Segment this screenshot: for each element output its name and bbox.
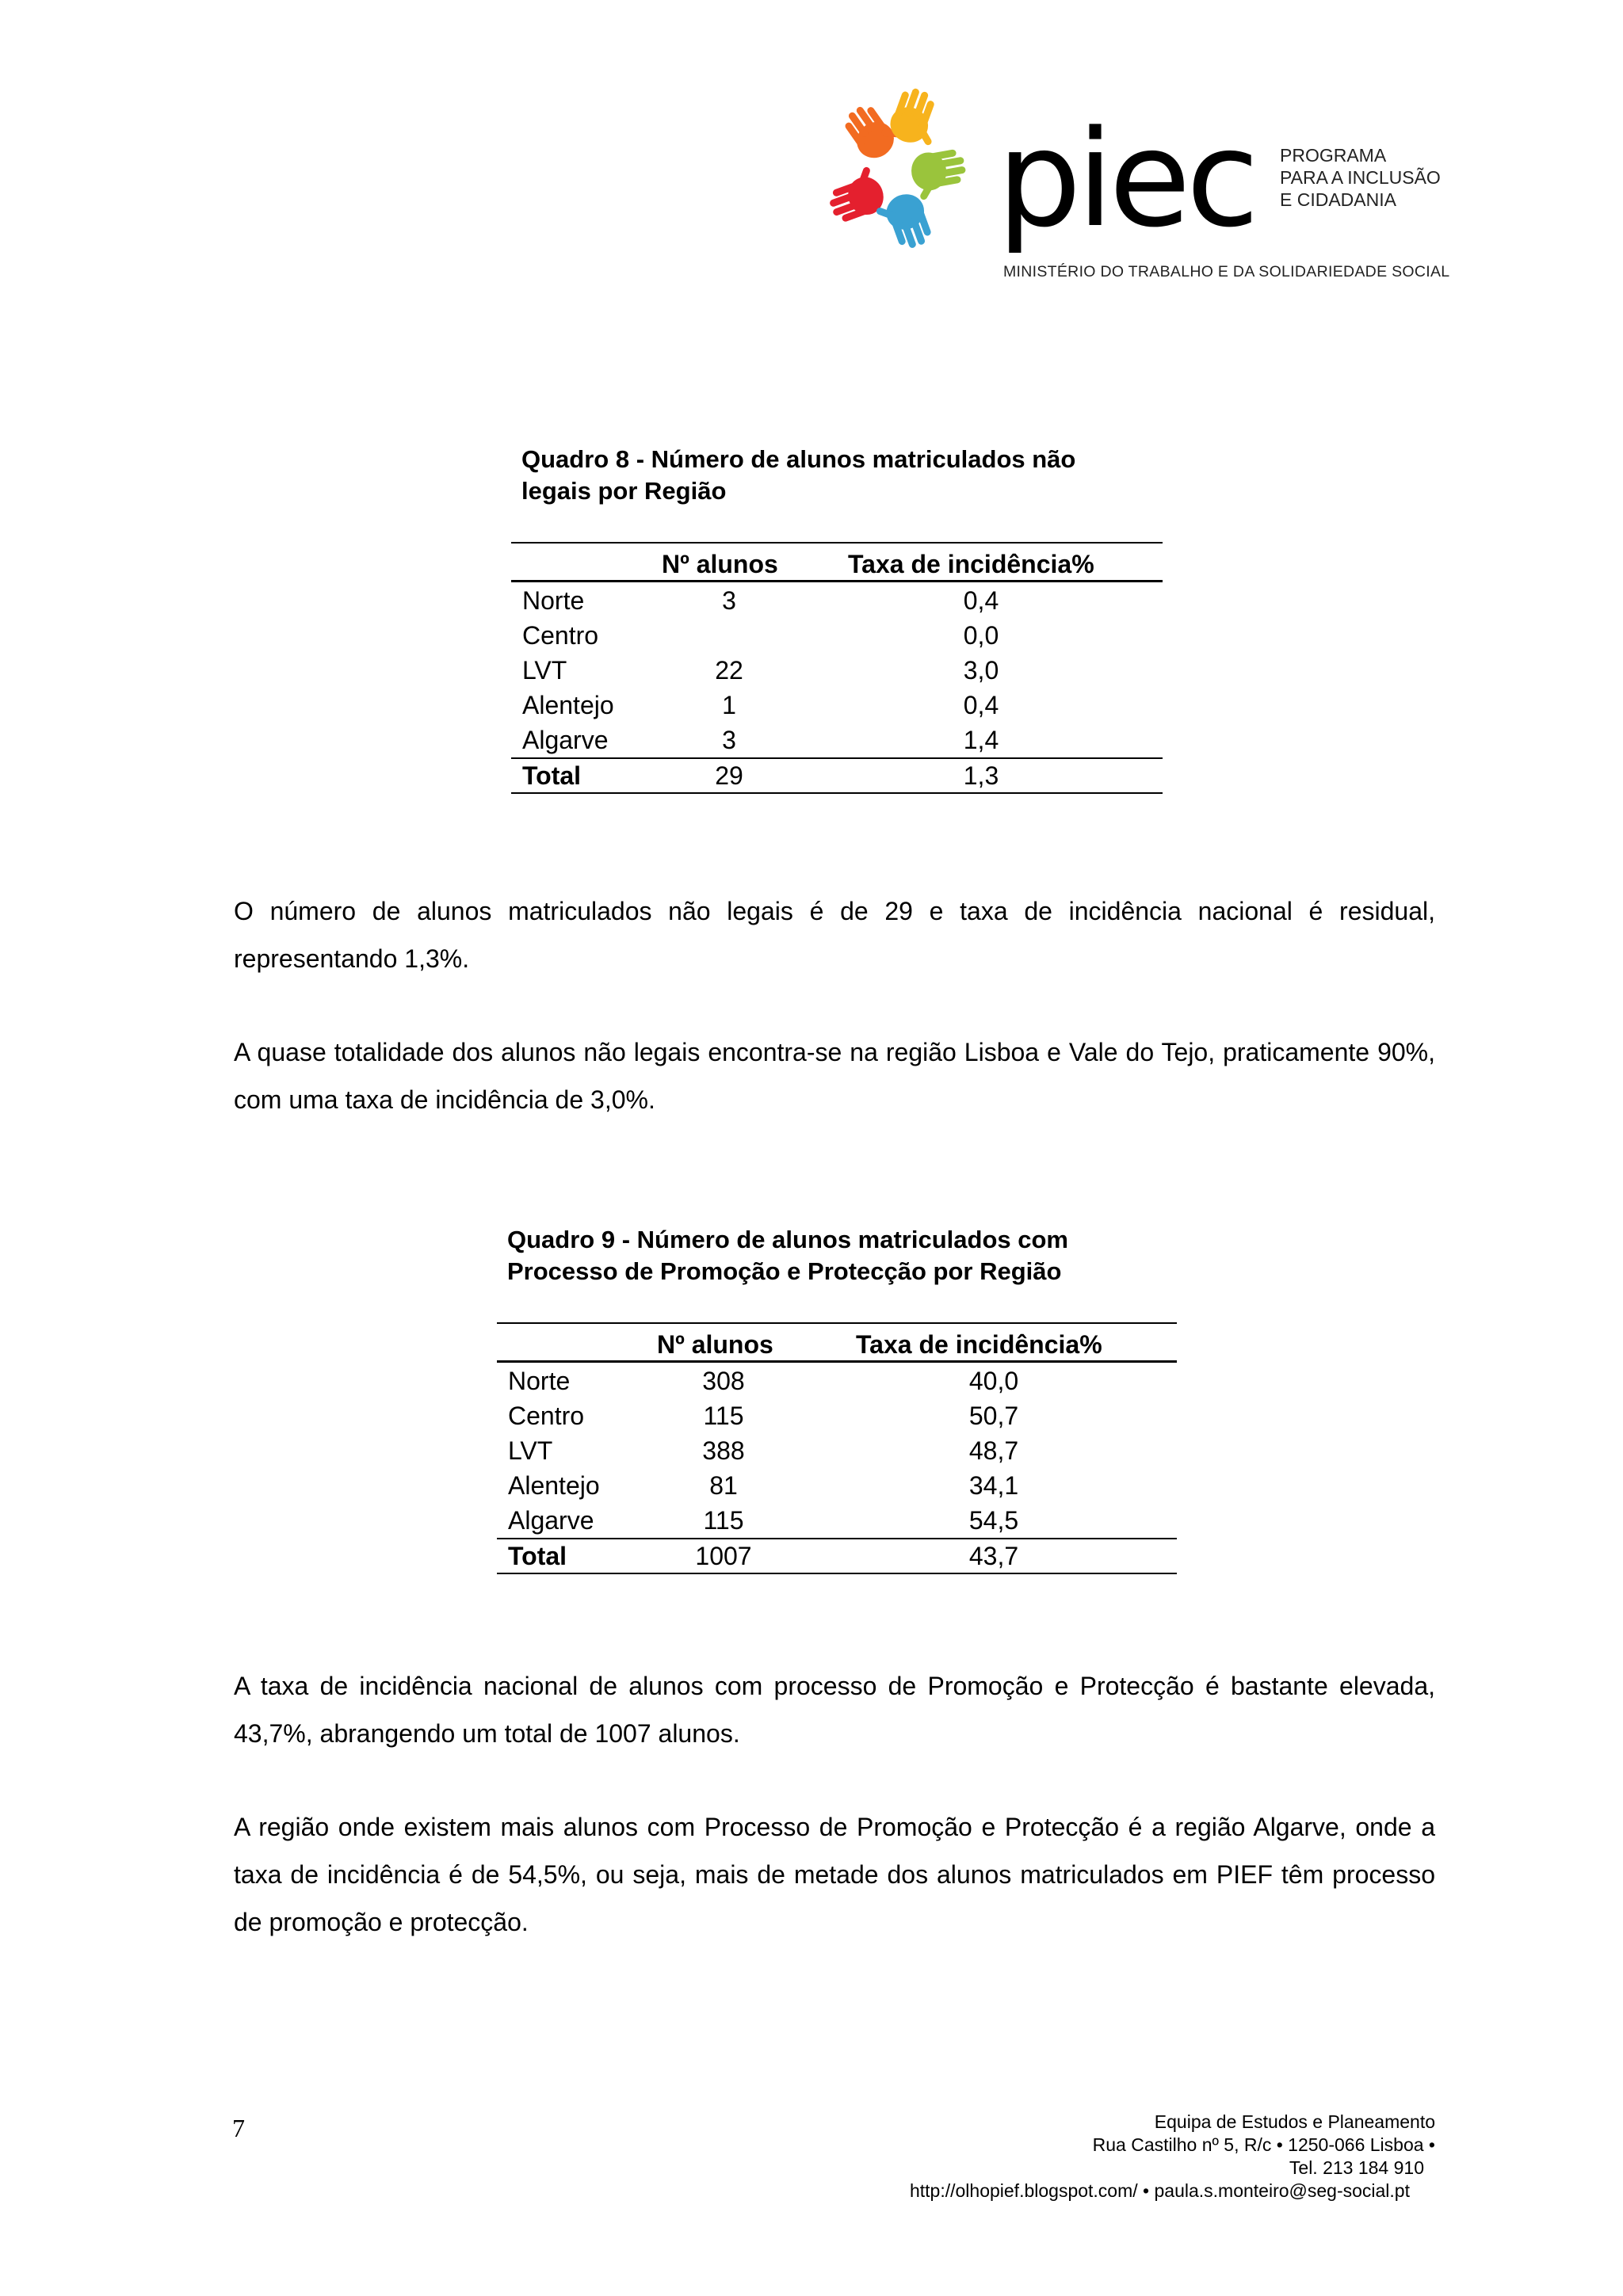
- table-total-row: Total 29 1,3: [522, 761, 999, 790]
- table9-header-rule: [497, 1360, 1177, 1363]
- page-number: 7: [232, 2114, 245, 2142]
- footer-links[interactable]: http://olhopief.blogspot.com/ • paula.s.monteiro@seg-social.pt: [909, 2180, 1410, 2201]
- table8-caption: Quadro 8 - Número de alunos matriculados não legais por Região: [521, 445, 1076, 505]
- table-row: LVT 388 48,7: [508, 1436, 1019, 1465]
- table9: [497, 1322, 1177, 1571]
- hand-shape: [908, 147, 969, 203]
- piec-logo: [816, 79, 1450, 285]
- table8-bottom-rule: [511, 792, 1163, 794]
- table8: [511, 542, 1163, 791]
- table-row: Norte 308 40,0: [508, 1367, 1019, 1395]
- logo-tagline: PROGRAMA PARA A INCLUSÃO E CIDADANIA: [1280, 145, 1441, 210]
- column-header: Nº alunos: [657, 1330, 773, 1359]
- table8-header-row: [511, 547, 1163, 582]
- paragraph: A taxa de incidência nacional de alunos com processo de Promoção e Protecção é bastante elevada, 43,7%, abrangendo um total de 1007 alunos.: [234, 1672, 1435, 1748]
- table-total-row: Total 1007 43,7: [508, 1542, 1019, 1570]
- paragraph: A quase totalidade dos alunos não legais encontra-se na região Lisboa e Vale do Tejo, praticamente 90%, com uma taxa de incidência de 3,0%.: [234, 1038, 1435, 1114]
- table-row: LVT 22 3,0: [522, 656, 999, 685]
- footer-contact: Equipa de Estudos e Planeamento Rua Castilho nº 5, R/c • 1250-066 Lisboa • Tel. 213 184 910 http://olhopief.blogspot.com/ • paula.s.monteiro@seg-social.pt: [909, 2111, 1435, 2201]
- hand-shape: [822, 163, 888, 227]
- table-row: Centro 0,0: [522, 621, 999, 650]
- column-header: Taxa de incidência%: [848, 550, 1094, 578]
- paragraph: O número de alunos matriculados não legais é de 29 e taxa de incidência nacional é residual, representando 1,3%.: [234, 897, 1435, 973]
- table-row: Alentejo 1 0,4: [522, 691, 999, 719]
- table-row: Centro 115 50,7: [508, 1402, 1019, 1430]
- table-row: Norte 3 0,4: [522, 586, 999, 615]
- table8-header-rule: [511, 580, 1163, 582]
- ministry-name: MINISTÉRIO DO TRABALHO E DA SOLIDARIEDADE SOCIAL: [1003, 263, 1450, 280]
- table9-bottom-rule: [497, 1573, 1177, 1574]
- paragraph: A região onde existem mais alunos com Processo de Promoção e Protecção é a região Algarve, onde a taxa de incidência é de 54,5%, ou seja, mais de metade dos alunos matriculados em PIEF têm processo de promoção e protecção.: [234, 1813, 1435, 1936]
- table8-top-rule: [511, 542, 1163, 543]
- hands-logo-icon: [816, 79, 975, 269]
- logo-wordmark: piec: [997, 101, 1255, 257]
- table9-header-row: [497, 1327, 1177, 1362]
- hand-shape: [885, 84, 949, 151]
- table-row: Alentejo 81 34,1: [508, 1471, 1019, 1500]
- column-header: Nº alunos: [662, 550, 778, 578]
- table9-top-rule: [497, 1322, 1177, 1324]
- column-header: Taxa de incidência%: [856, 1330, 1102, 1359]
- table9-caption: Quadro 9 - Número de alunos matriculados com Processo de Promoção e Protecção por Região: [507, 1226, 1068, 1285]
- table-row: Algarve 115 54,5: [508, 1506, 1019, 1535]
- table-row: Algarve 3 1,4: [522, 726, 999, 754]
